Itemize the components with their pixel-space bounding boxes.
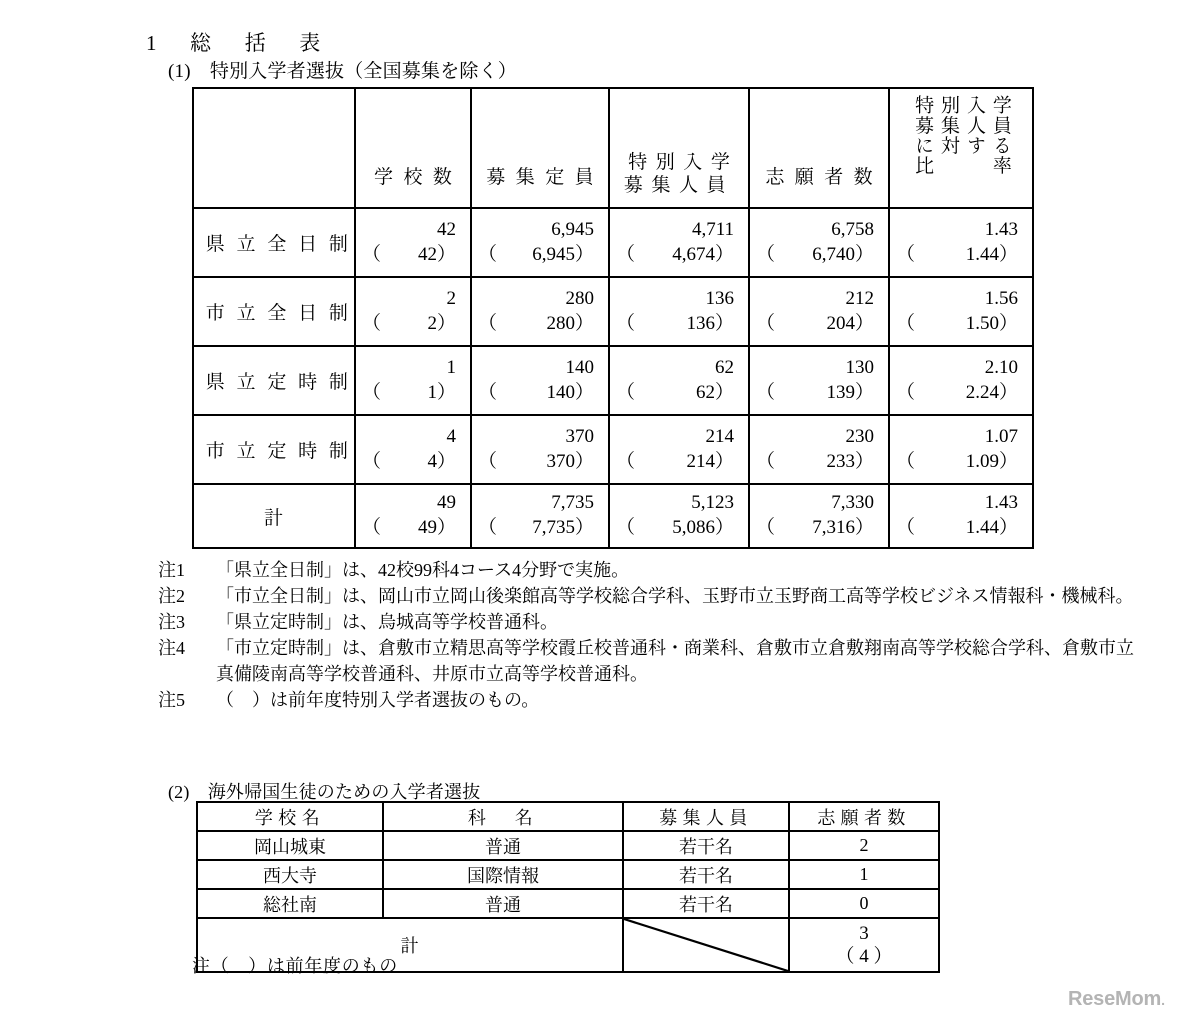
cell-applicants: 1 [789,860,939,889]
cell-total-applicants [789,918,939,972]
value-previous: （ 2.24） [896,381,1018,403]
table-row [197,860,939,889]
value-current: 4 [446,425,456,447]
value-previous: （ 1.50） [896,312,1018,334]
value-previous: （ 1.44） [896,243,1018,265]
section2-title: (2) 海外帰国生徒のための入学者選抜 [168,782,481,802]
row-label: 市立全日制 [205,303,360,324]
cell-course-name: 国際情報 [383,860,623,889]
page-title: 1 総 括 表 [146,31,327,55]
cell-school-name: 総社南 [197,889,383,918]
header-cell-special-quota [609,88,749,208]
note-tag: 注3 [158,611,185,632]
value-previous: （ 4） [362,450,456,472]
row-label-cell [193,346,360,415]
value-current: 2 [446,287,456,309]
section2-note: 注（ ）は前年度のもの [192,956,398,976]
cell-school-name: 岡山城東 [197,831,383,860]
special-admission-summary-table [192,87,1034,549]
note-tag: 注4 [158,637,185,658]
row-label: 県立全日制 [205,234,360,255]
header-rate-column-4: 特募に比 [912,95,934,176]
value-previous: （ 370） [478,450,594,472]
cell-applicants [749,277,889,346]
value-previous: （ 6,945） [478,243,594,265]
value-current: 62 [715,356,734,378]
resemom-watermark [1068,988,1165,1011]
value-current: 130 [845,356,874,378]
diagonal-slash-icon [624,919,788,971]
row-label-cell [193,415,360,484]
cell-quota [471,415,609,484]
header-cell-schools [355,88,471,208]
value-current: 1.07 [984,425,1018,447]
value-current: 370 [565,425,594,447]
row-label-cell [193,277,360,346]
header-cell-applicants [749,88,889,208]
note-text: 「県立全日制」は、42校99科4コース4分野で実施。 [216,560,630,580]
note-item [158,688,1138,714]
value-previous: （ 280） [478,312,594,334]
note-tag: 注2 [158,585,185,606]
table-row [193,346,1033,415]
cell-rate [889,346,1033,415]
cell-course-name: 普通 [383,831,623,860]
value-previous: （ 1） [362,381,456,403]
value-previous: （ 62） [616,381,734,403]
cell-schools-total [355,484,471,548]
header-cell-quota [623,802,789,831]
cell-total-label: 計 [197,918,623,972]
cell-special-quota [609,277,749,346]
table-row [193,208,1033,277]
value-current: 1.56 [984,287,1018,309]
note-item [158,584,1138,610]
header-special-quota-label [610,151,748,207]
value-previous: （ 42） [362,243,456,265]
note-item [158,558,1138,584]
cell-special-quota [609,346,749,415]
table-row [197,889,939,918]
cell-special-quota [609,208,749,277]
notes-list [158,558,1138,713]
value-previous: （ 233） [756,450,874,472]
watermark-text: ReseMom [1068,988,1162,1010]
cell-school-name: 西大寺 [197,860,383,889]
cell-rate [889,415,1033,484]
returnee-admission-table [196,801,940,973]
header-special-line2: 募集人員 [623,174,735,196]
cell-applicants: 2 [789,831,939,860]
value-current: 3 [859,922,869,944]
value-previous: （ 136） [616,312,734,334]
header-special-line1: 特別入学 [628,151,739,173]
value-current: 136 [705,287,734,309]
note-item [158,610,1138,636]
value-previous: （ 204） [756,312,874,334]
cell-applicants [749,415,889,484]
header-cell-rate [889,88,1033,208]
note-text: 「市立定時制」は、倉敷市立精思高等学校霞丘校普通科・商業科、倉敷市立倉敷翔南高等学校総合学科、倉敷市立真備陵南高等学校普通科、井原市立高等学校普通科。 [216,637,1134,684]
value-current: 2.10 [984,356,1018,378]
cell-applicants [749,346,889,415]
table-total-row [193,484,1033,548]
cell-course-name: 普通 [383,889,623,918]
value-current: 1.43 [984,492,1018,514]
value-previous: （ 5,086） [616,517,734,538]
value-previous: （ 49） [362,517,456,538]
cell-rate-total [889,484,1033,548]
section1-title: (1) 特別入学者選抜（全国募集を除く） [168,61,517,82]
table-row [197,831,939,860]
value-previous: （ 6,740） [756,243,874,265]
header-applicants-label: 志願者数 [817,807,911,828]
note-text: 「県立定時制」は、烏城高等学校普通科。 [216,611,558,632]
value-previous: （ 4,674） [616,243,734,265]
cell-quota [471,346,609,415]
row-label: 県立定時制 [205,372,360,393]
value-current: 4,711 [691,218,734,240]
value-previous: （ 1.09） [896,450,1018,472]
table-header-row [193,88,1033,208]
header-rate-vertical-label [890,89,1032,207]
header-applicants-label: 志願者数 [765,167,884,188]
value-current: 7,735 [551,492,594,514]
cell-quota [471,208,609,277]
note-text: 「市立全日制」は、岡山市立岡山後楽館高等学校総合学科、玉野市立玉野商工高等学校ビジネス情報科・機械科。 [216,585,1134,606]
cell-rate [889,208,1033,277]
value-current: 212 [845,287,874,309]
cell-applicants [749,208,889,277]
cell-schools [355,277,471,346]
cell-quota-total [471,484,609,548]
cell-quota: 若干名 [623,889,789,918]
value-current: 6,758 [831,218,874,240]
value-previous: （ 140） [478,381,594,403]
cell-quota [471,277,609,346]
cell-schools [355,346,471,415]
value-previous: （ 139） [756,381,874,403]
value-previous: （ 7,316） [756,517,874,538]
header-school-name-label: 学校名 [254,807,326,828]
header-cell-quota [471,88,609,208]
cell-applicants: 0 [789,889,939,918]
value-current: 280 [565,287,594,309]
value-current: 42 [437,218,456,240]
header-rate-column-3: 別集対 [938,95,959,156]
header-cell-school-name [197,802,383,831]
table-row [193,415,1033,484]
value-previous: （ 214） [616,450,734,472]
row-label-cell [193,208,360,277]
cell-quota: 若干名 [623,831,789,860]
value-previous: （ 7,735） [478,517,594,538]
header-cell-course-name [383,802,623,831]
cell-schools [355,415,471,484]
note-tag: 注1 [158,560,185,580]
value-current: 140 [565,356,594,378]
value-current: 214 [705,425,734,447]
header-rate-column-2: 入人す [963,95,985,156]
table-row [193,277,1033,346]
value-current: 5,123 [691,492,734,514]
table-header-row [197,802,939,831]
value-current: 1.43 [984,218,1018,240]
value-current: 7,330 [831,492,874,514]
watermark-dot: . [1161,992,1165,1008]
value-current: 1 [446,356,456,378]
cell-not-applicable-diagonal [623,918,789,972]
header-cell-applicants [789,802,939,831]
cell-rate [889,277,1033,346]
value-previous: （ 4 ） [835,946,893,967]
header-course-name-label: 科 名 [467,807,539,828]
row-label: 市立定時制 [205,441,360,462]
cell-schools [355,208,471,277]
row-label-cell-total [193,484,355,548]
note-item [158,636,1138,688]
header-cell-blank [193,88,355,208]
header-quota-label: 募集定員 [486,167,605,188]
value-current: 49 [437,492,456,514]
cell-special-quota-total [609,484,749,548]
value-current: 6,945 [551,218,594,240]
value-previous: （ 2） [362,312,456,334]
note-text: （ ）は前年度特別入学者選抜のもの。 [216,689,540,710]
cell-special-quota [609,415,749,484]
value-previous: （ 1.44） [896,517,1018,538]
note-tag: 注5 [158,689,185,710]
cell-applicants-total [749,484,889,548]
header-schools-label: 学校数 [374,167,463,188]
header-quota-label: 募集人員 [659,807,753,828]
row-label-total: 計 [264,507,284,529]
header-rate-column-1: 学員る率 [989,95,1011,176]
value-current: 230 [845,425,874,447]
cell-quota: 若干名 [623,860,789,889]
